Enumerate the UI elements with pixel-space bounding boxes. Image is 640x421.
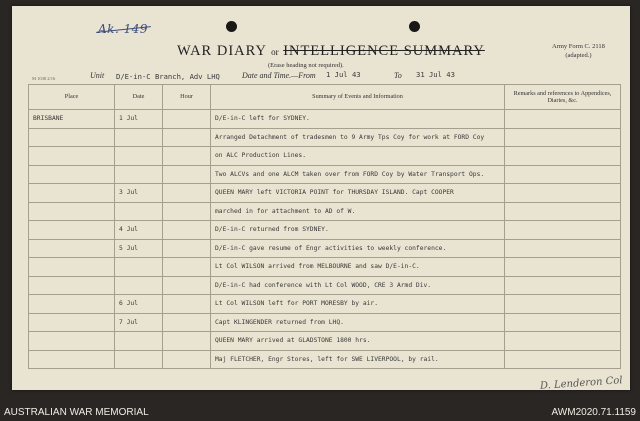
cell-place [29,221,115,240]
table-body [29,110,621,369]
cell-summary: D/E-in-C gave resume of Engr activities to weekly conference. [211,239,505,258]
cell-remarks [505,147,621,166]
cell-summary: Lt Col WILSON arrived from MELBOURNE and saw D/E-in-C. [211,258,505,277]
cell-hour [163,239,211,258]
cell-remarks [505,239,621,258]
header-remarks: Remarks and references to Appendices, Diaries, &c. [505,85,621,110]
cell-hour [163,350,211,369]
header-place: Place [29,85,115,110]
cell-hour [163,258,211,277]
cell-hour [163,184,211,203]
cell-date: 3 Jul [115,184,163,203]
cell-place [29,147,115,166]
cell-remarks [505,258,621,277]
table-row [29,202,621,221]
cell-summary: on ALC Production Lines. [211,147,505,166]
cell-remarks [505,110,621,129]
cell-remarks [505,276,621,295]
cell-date [115,128,163,147]
footer-accession: AWM2020.71.1159 [551,407,636,418]
cell-date: 6 Jul [115,295,163,314]
cell-summary: Two ALCVs and one ALCM taken over from FORD Coy by Water Transport Ops. [211,165,505,184]
table-row [29,110,621,129]
cell-summary: D/E-in-C left for SYDNEY. [211,110,505,129]
footer-bar [0,407,640,421]
cell-summary: Maj FLETCHER, Engr Stores, left for SWE LIVERPOOL, by rail. [211,350,505,369]
title-struck: INTELLIGENCE SUMMARY [283,43,485,59]
cell-remarks [505,165,621,184]
cell-summary: QUEEN MARY left VICTORIA POINT for THURSDAY ISLAND. Capt COOPER [211,184,505,203]
table-row [29,221,621,240]
table-row [29,276,621,295]
cell-remarks [505,128,621,147]
cell-hour [163,202,211,221]
cell-place [29,239,115,258]
cell-summary: Arranged Detachment of tradesmen to 9 Army Tps Coy for work at FORD Coy [211,128,505,147]
cell-place [29,184,115,203]
cell-remarks [505,332,621,351]
form-number-text: Army Form C. 2118 [552,43,605,50]
header-hour: Hour [163,85,211,110]
date-to-label: To [394,71,402,80]
cell-place [29,165,115,184]
cell-date [115,276,163,295]
cell-place [29,258,115,277]
handwritten-signature: D. Lenderon Col [539,375,623,392]
cell-hour [163,276,211,295]
form-number [552,42,605,60]
cell-hour [163,295,211,314]
cell-date [115,147,163,166]
table-row [29,128,621,147]
table-row [29,258,621,277]
date-to: 31 Jul 43 [416,70,455,79]
cell-summary: QUEEN MARY arrived at GLADSTONE 1800 hrs. [211,332,505,351]
punch-hole [409,21,420,32]
cell-place [29,313,115,332]
cell-place: BRISBANE [29,110,115,129]
table-row [29,239,621,258]
cell-date: 1 Jul [115,110,163,129]
cell-hour [163,128,211,147]
table-row [29,350,621,369]
date-from: 1 Jul 43 [326,70,361,79]
cell-summary: D/E-in-C returned from SYDNEY. [211,221,505,240]
header-date: Date [115,85,163,110]
cell-remarks [505,350,621,369]
cell-date: 5 Jul [115,239,163,258]
tiny-print: M 1038 2/16 [32,76,56,81]
cell-date: 4 Jul [115,221,163,240]
cell-remarks [505,184,621,203]
cell-date [115,350,163,369]
cell-hour [163,332,211,351]
cell-place [29,128,115,147]
table-row [29,184,621,203]
cell-date [115,202,163,221]
title-or: or [271,47,279,57]
footer-source: AUSTRALIAN WAR MEMORIAL [4,407,149,418]
cell-place [29,295,115,314]
cell-hour [163,221,211,240]
document-title [177,43,485,60]
handwritten-reference: Ak. 149 [98,22,148,36]
cell-remarks [505,221,621,240]
cell-hour [163,313,211,332]
unit-label: Unit [90,71,105,80]
table-row [29,332,621,351]
table-row [29,313,621,332]
war-diary-sheet [12,6,630,390]
diary-table [28,84,620,369]
cell-place [29,350,115,369]
cell-remarks [505,313,621,332]
cell-remarks [505,202,621,221]
form-adapted-text: (adapted.) [565,52,592,59]
cell-place [29,276,115,295]
cell-date [115,332,163,351]
cell-date: 7 Jul [115,313,163,332]
cell-remarks [505,295,621,314]
punch-hole [226,21,237,32]
cell-hour [163,165,211,184]
cell-summary: Lt Col WILSON left for PORT MORESBY by air. [211,295,505,314]
table-row [29,295,621,314]
cell-summary: Capt KLINGENDER returned from LHQ. [211,313,505,332]
table-header-row [29,85,621,110]
cell-place [29,332,115,351]
cell-summary: D/E-in-C had conference with Lt Col WOOD, CRE 3 Armd Div. [211,276,505,295]
unit-value: D/E-in-C Branch, Adv LHQ [116,72,220,81]
date-label: Date and Time.—From [242,71,316,80]
table-row [29,165,621,184]
table-row [29,147,621,166]
header-summary: Summary of Events and Information [211,85,505,110]
cell-date [115,165,163,184]
cell-summary: marched in for attachment to AD of W. [211,202,505,221]
cell-hour [163,110,211,129]
cell-place [29,202,115,221]
cell-date [115,258,163,277]
subtitle: (Erase heading not required). [268,62,344,69]
cell-hour [163,147,211,166]
title-main: WAR DIARY [177,43,267,59]
